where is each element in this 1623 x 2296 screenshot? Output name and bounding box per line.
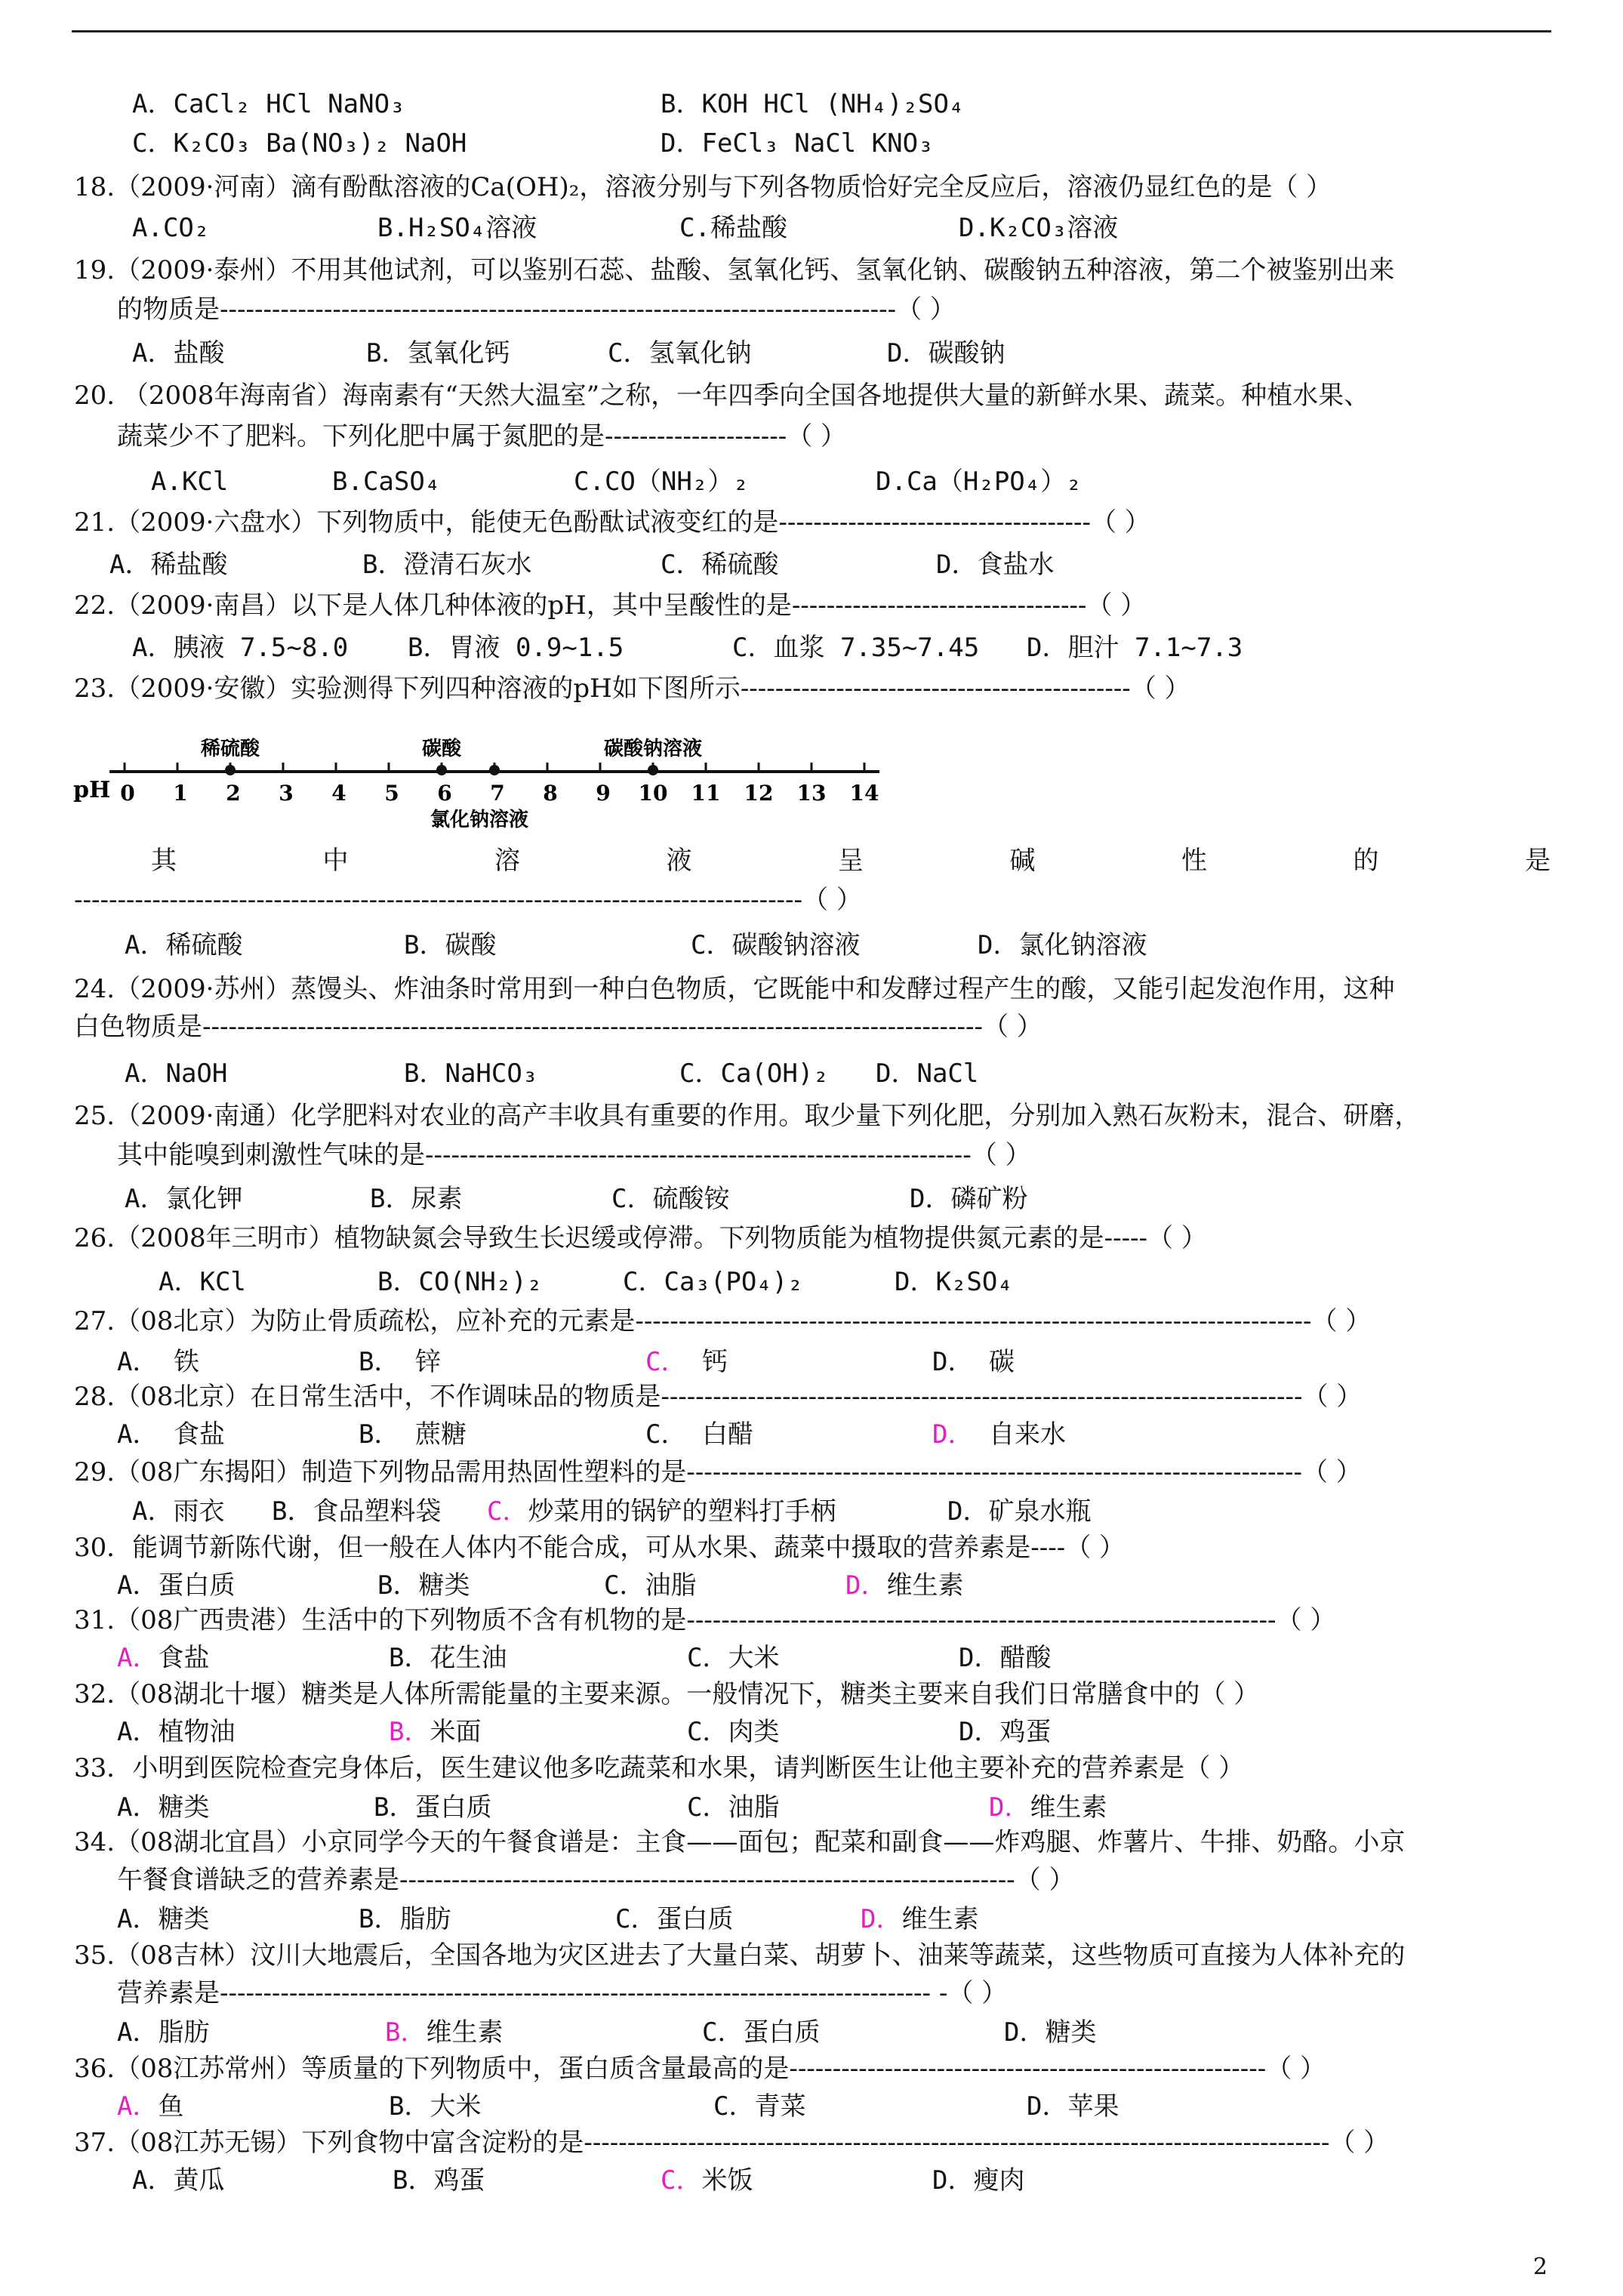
q24-option-a: A．NaOH <box>125 1059 228 1089</box>
q23-stem-char: 碱 <box>1009 846 1036 876</box>
q35-stem: 35.（08吉林）汶川大地震后，全国各地为灾区进去了大量白菜、胡萝卜、油莱等蔬菜，这些物质可直接为人体补充的 <box>74 1940 1406 1971</box>
q26-stem: 26.（2008年三明市）植物缺氮会导致生长迟缓或停滞。下列物质能为植物提供氮元素的是-----（ ） <box>74 1223 1207 1253</box>
q35-option-d: D．糖类 <box>1004 2017 1097 2048</box>
ph-point-marker <box>436 765 447 775</box>
answer-letter: D． <box>932 1419 989 1450</box>
q37-option-d: D．瘦肉 <box>932 2165 1025 2196</box>
option-text: 维生素 <box>886 1570 964 1601</box>
ph-tick-label: 2 <box>226 781 241 806</box>
q18-option-c: C.稀盐酸 <box>679 213 787 243</box>
q32-option-a: A．植物油 <box>117 1717 236 1747</box>
ph-point-label: 稀硫酸 <box>200 738 260 760</box>
option-text: 钙 <box>701 1347 728 1377</box>
q21-option-c: C．稀硫酸 <box>661 550 779 580</box>
answer-letter: A． <box>117 2091 159 2122</box>
q29-stem: 29.（08广东揭阳）制造下列物品需用热固性塑料的是-----------------------------------------------------------------------（ ） <box>74 1457 1362 1487</box>
q21-option-d: D．食盐水 <box>936 550 1055 580</box>
ph-tick-label: 10 <box>638 781 668 806</box>
q30-option-b: B．糖类 <box>377 1570 470 1601</box>
answer-letter: D． <box>845 1570 887 1601</box>
answer-letter: B． <box>389 1717 430 1747</box>
q27-stem: 27.（08北京）为防止骨质疏松，应补充的元素是------------------------------------------------------------------------------（ ） <box>74 1306 1372 1336</box>
q27-option-b: B． 锌 <box>359 1347 441 1377</box>
q22-stem: 22.（2009·南昌）以下是人体几种体液的pH，其中呈酸性的是----------------------------------（ ） <box>74 590 1147 621</box>
q25-option-a: A．氯化钾 <box>125 1184 243 1214</box>
q31-option-d: D．醋酸 <box>959 1643 1052 1673</box>
q22-option-d: D．胆汁 7.1~7.3 <box>1027 633 1243 663</box>
ph-tick-label: 1 <box>173 781 188 806</box>
q19-option-b: B．氢氧化钙 <box>366 338 510 368</box>
q37-option-b: B．鸡蛋 <box>393 2165 485 2196</box>
ph-point-label: 氯化钠溶液 <box>430 809 529 831</box>
q24-stem-continued: 白色物质是------------------------------------------------------------------------------------------（ ） <box>74 1012 1042 1042</box>
answer-letter: C． <box>487 1496 528 1527</box>
q20-option-d: D.Ca（H₂PO₄）₂ <box>876 467 1082 497</box>
ph-tick-label: 7 <box>490 781 505 806</box>
page-number: 2 <box>1532 2254 1548 2280</box>
q31-option-a <box>117 1643 209 1673</box>
q31-option-c: C．大米 <box>687 1643 780 1673</box>
q29-option-c <box>487 1496 836 1527</box>
q22-option-c: C．血浆 7.35~7.45 <box>732 633 980 663</box>
q32-option-d: D．鸡蛋 <box>959 1717 1052 1747</box>
q34-stem-continued: 午餐食谱缺乏的营养素是-----------------------------------------------------------------------（ ） <box>117 1865 1075 1895</box>
q28-option-b: B． 蔗糖 <box>359 1419 467 1450</box>
q27-option-a: A． 铁 <box>117 1347 199 1377</box>
q28-stem: 28.（08北京）在日常生活中，不作调味品的物质是--------------------------------------------------------------------------（ ） <box>74 1382 1363 1412</box>
q36-option-d: D．苹果 <box>1027 2091 1119 2122</box>
ph-tick-label: 5 <box>384 781 399 806</box>
q18-stem: 18.（2009·河南）滴有酚酞溶液的Ca(OH)₂，溶液分别与下列各物质恰好完全反应后，溶液仍显红色的是（ ） <box>74 172 1332 202</box>
q28-option-c: C． 白醋 <box>645 1419 753 1450</box>
q31-option-b: B．花生油 <box>389 1643 507 1673</box>
q34-option-d <box>861 1904 978 1934</box>
q19-option-c: C．氢氧化钠 <box>608 338 752 368</box>
q29-option-d: D．矿泉水瓶 <box>947 1496 1092 1527</box>
ph-tick-label: 9 <box>596 781 611 806</box>
q24-option-d: D．NaCl <box>876 1059 979 1089</box>
q32-stem: 32.（08湖北十堰）糖类是人体所需能量的主要来源。一般情况下，糖类主要来自我们日常膳食中的（ ） <box>74 1679 1260 1709</box>
q36-option-b: B．大米 <box>389 2091 482 2122</box>
q25-option-b: B．尿素 <box>370 1184 463 1214</box>
q33-option-c: C．油脂 <box>687 1792 780 1823</box>
q23-stem-char: 的 <box>1353 846 1379 876</box>
q26-option-a: A．KCl <box>159 1267 246 1297</box>
ph-axis-label: pH <box>73 777 111 803</box>
q23-stem-char: 是 <box>1525 846 1551 876</box>
q36-stem: 36.（08江苏常州）等质量的下列物质中，蛋白质含量最高的是-------------------------------------------------------（ ） <box>74 2054 1326 2084</box>
q23-stem-char: 其 <box>151 846 177 876</box>
ph-point-label: 碳酸 <box>421 738 462 760</box>
answer-letter: A． <box>117 1643 159 1673</box>
q24-option-c: C．Ca(OH)₂ <box>679 1059 829 1089</box>
option-text: 维生素 <box>426 2017 504 2048</box>
q34-option-c: C．蛋白质 <box>615 1904 734 1934</box>
option-text: 炒菜用的锅铲的塑料打手柄 <box>528 1496 836 1527</box>
q30-option-c: C．油脂 <box>604 1570 697 1601</box>
q18-option-d: D.K₂CO₃溶液 <box>959 213 1119 243</box>
q17_cont-option: D．FeCl₃ NaCl KNO₃ <box>661 128 934 159</box>
answer-letter: C． <box>661 2165 702 2196</box>
q25-option-d: D．磷矿粉 <box>910 1184 1028 1214</box>
ph-tick-label: 12 <box>744 781 774 806</box>
q32-option-c: C．肉类 <box>687 1717 780 1747</box>
q17_cont-option: C．K₂CO₃ Ba(NO₃)₂ NaOH <box>132 128 467 159</box>
answer-letter: B． <box>385 2017 427 2048</box>
ph-tick-label: 0 <box>120 781 135 806</box>
q23-option-d: D．氯化钠溶液 <box>978 930 1147 960</box>
q23-option-a: A．稀硫酸 <box>125 930 243 960</box>
q29-option-b: B．食品塑料袋 <box>272 1496 442 1527</box>
ph-tick-label: 3 <box>279 781 294 806</box>
q27-option-d: D． 碳 <box>932 1347 1015 1377</box>
q31-stem: 31.（08广西贵港）生活中的下列物质不含有机物的是--------------------------------------------------------------------（ ） <box>74 1605 1336 1635</box>
q23-option-c: C．碳酸钠溶液 <box>691 930 861 960</box>
q19-stem-continued: 的物质是------------------------------------------------------------------------------（ ） <box>117 294 956 325</box>
ph-tick-label: 6 <box>437 781 452 806</box>
q30-option-a: A．蛋白质 <box>117 1570 236 1601</box>
q20-option-c: C.CO（NH₂）₂ <box>574 467 749 497</box>
q20-option-a: A.KCl <box>151 467 229 497</box>
q35-option-c: C．蛋白质 <box>702 2017 821 2048</box>
q33-option-d <box>989 1792 1107 1823</box>
q21-option-a: A．稀盐酸 <box>109 550 228 580</box>
q28-option-d <box>932 1419 1066 1450</box>
option-text: 自来水 <box>988 1419 1066 1450</box>
q20-option-b: B.CaSO₄ <box>332 467 441 497</box>
ph-point-marker <box>489 765 500 775</box>
q25-stem-continued: 其中能嗅到刺激性气味的是---------------------------------------------------------------（ ） <box>117 1140 1031 1170</box>
q35-option-b <box>385 2017 503 2048</box>
q19-option-a: A．盐酸 <box>132 338 225 368</box>
q33-option-b: B．蛋白质 <box>374 1792 492 1823</box>
ph-tick-label: 11 <box>691 781 721 806</box>
q23-stem-continued: ------------------------------------------------------------------------------------（ ） <box>74 885 862 915</box>
q29-option-a: A．雨衣 <box>132 1496 225 1527</box>
q23-stem-char: 中 <box>322 846 349 876</box>
ph-point-marker <box>225 765 236 775</box>
q34-option-b: B．脂肪 <box>359 1904 451 1934</box>
q24-stem: 24.（2009·苏州）蒸馒头、炸油条时常用到一种白色物质，它既能中和发酵过程产生的酸，又能引起发泡作用，这种 <box>74 974 1395 1004</box>
q17_cont-option: B．KOH HCl (NH₄)₂SO₄ <box>661 89 965 119</box>
ph-point-marker <box>648 765 658 775</box>
q26-option-b: B．CO(NH₂)₂ <box>377 1267 543 1297</box>
q23-stem-char: 性 <box>1181 846 1207 876</box>
ph-tick-label: 4 <box>331 781 346 806</box>
q23-stem-char: 呈 <box>838 846 864 876</box>
q33-option-a: A．糖类 <box>117 1792 210 1823</box>
q27-option-c <box>645 1347 728 1377</box>
q23-option-b: B．碳酸 <box>404 930 497 960</box>
answer-letter: D． <box>989 1792 1030 1823</box>
q19-option-d: D．碳酸钠 <box>887 338 1006 368</box>
option-text: 米面 <box>430 1717 482 1747</box>
q28-option-a: A． 食盐 <box>117 1419 225 1450</box>
q34-stem: 34.（08湖北宜昌）小京同学今天的午餐食谱是：主食——面包；配菜和副食——炸鸡腿、炸薯片、牛排、奶酪。小京 <box>74 1827 1406 1857</box>
q37-stem: 37.（08江苏无锡）下列食物中富含淀粉的是--------------------------------------------------------------------------------------（ ） <box>74 2128 1390 2158</box>
option-text: 维生素 <box>901 1904 979 1934</box>
q32-option-b <box>389 1717 481 1747</box>
ph-point-label: 碳酸钠溶液 <box>603 738 703 760</box>
q18-option-b: B.H₂SO₄溶液 <box>377 213 537 243</box>
q19-stem: 19.（2009·泰州）不用其他试剂，可以鉴别石蕊、盐酸、氢氧化钙、氢氧化钠、碳酸钠五种溶液，第二个被鉴别出来 <box>74 255 1395 285</box>
q23-stem-char: 液 <box>666 846 692 876</box>
q36-option-c: C．青菜 <box>713 2091 806 2122</box>
q21-stem: 21.（2009·六盘水）下列物质中，能使无色酚酞试液变红的是------------------------------------（ ） <box>74 507 1150 538</box>
option-text: 鱼 <box>158 2091 184 2122</box>
q17_cont-option: A．CaCl₂ HCl NaNO₃ <box>132 89 405 119</box>
q35-stem-continued: 营养素是---------------------------------------------------------------------------------- -（ ） <box>117 1978 1008 2008</box>
option-text: 米饭 <box>701 2165 753 2196</box>
option-text: 食盐 <box>158 1643 210 1673</box>
ph-tick-label: 13 <box>796 781 827 806</box>
q30-option-d <box>845 1570 963 1601</box>
answer-letter: C． <box>645 1347 702 1377</box>
answer-letter: D． <box>861 1904 902 1934</box>
q37-option-c <box>661 2165 753 2196</box>
option-text: 维生素 <box>1030 1792 1107 1823</box>
q37-option-a: A．黄瓜 <box>132 2165 225 2196</box>
q34-option-a: A．糖类 <box>117 1904 210 1934</box>
q30-stem: 30．能调节新陈代谢，但一般在人体内不能合成，可从水果、蔬菜中摄取的营养素是----（ ） <box>74 1533 1126 1563</box>
q26-option-d: D．K₂SO₄ <box>895 1267 1013 1297</box>
q24-option-b: B．NaHCO₃ <box>404 1059 538 1089</box>
q20-stem-continued: 蔬菜少不了肥料。下列化肥中属于氮肥的是---------------------（ ） <box>117 421 847 451</box>
ph-tick-label: 14 <box>849 781 879 806</box>
q18-option-a: A.CO₂ <box>132 213 210 243</box>
q22-option-a: A．胰液 7.5~8.0 <box>132 633 349 663</box>
q25-stem: 25.（2009·南通）化学肥料对农业的高产丰收具有重要的作用。取少量下列化肥，分别加入熟石灰粉末，混合、研磨， <box>74 1101 1421 1131</box>
ph-tick-label: 8 <box>543 781 558 806</box>
ph-scale-diagram <box>72 725 887 838</box>
q22-option-b: B．胃液 0.9~1.5 <box>408 633 624 663</box>
q21-option-b: B．澄清石灰水 <box>362 550 532 580</box>
q36-option-a <box>117 2091 183 2122</box>
q33-stem: 33．小明到医院检查完身体后，医生建议他多吃蔬菜和水果，请判断医生让他主要补充的营养素是（ ） <box>74 1753 1245 1783</box>
q20-stem: 20. （2008年海南省）海南素有“天然大温室”之称，一年四季向全国各地提供大量的新鲜水果、蔬菜。种植水果、 <box>74 381 1370 411</box>
q35-option-a: A．脂肪 <box>117 2017 210 2048</box>
q23-stem-char: 溶 <box>494 846 520 876</box>
header-rule <box>72 30 1551 32</box>
q25-option-c: C．硫酸铵 <box>611 1184 730 1214</box>
q26-option-c: C．Ca₃(PO₄)₂ <box>623 1267 803 1297</box>
q23-stem: 23.（2009·安徽）实验测得下列四种溶液的pH如下图所示---------------------------------------------（ ） <box>74 673 1190 704</box>
